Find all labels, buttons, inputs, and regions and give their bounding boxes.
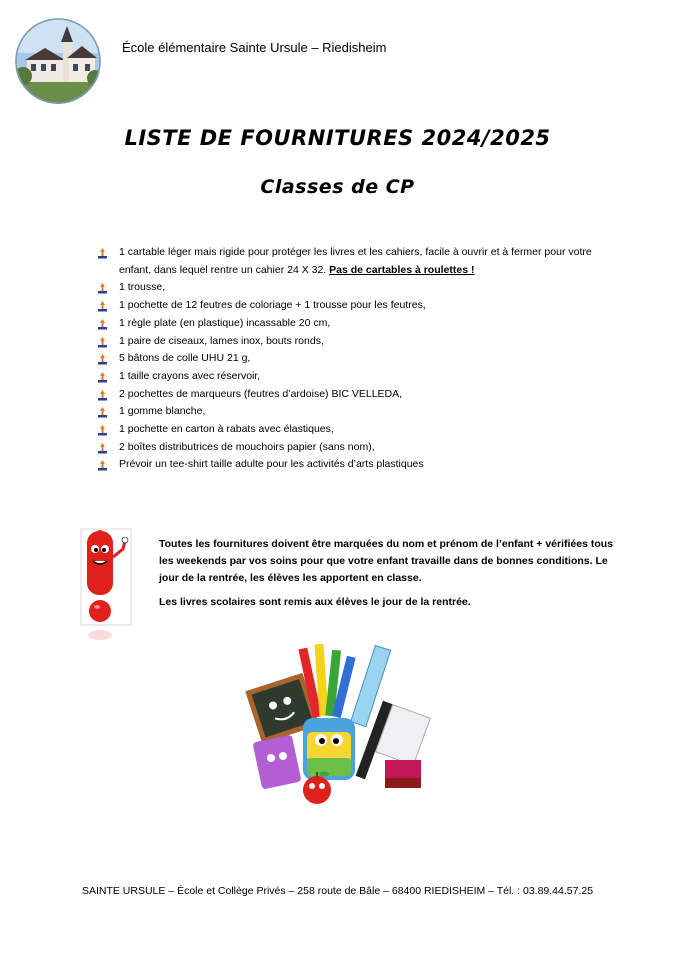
list-item-text: 5 bâtons de colle UHU 21 g, — [119, 352, 251, 365]
school-supplies-illustration — [245, 640, 435, 815]
list-item-text: 1 cartable léger mais rigide pour protéger les livres et les cahiers, facile à ouvrir et à fermer pour votre enfant, dans lequel rentre un cahier 24 X 32. — [119, 246, 592, 276]
list-item-text: 1 taille crayons avec réservoir, — [119, 369, 261, 382]
list-item-text: Prévoir un tee-shirt taille adulte pour les activités d’arts plastiques — [119, 458, 424, 471]
arrow-bullet-icon — [97, 337, 108, 348]
list-item — [97, 333, 617, 351]
list-item-text: 1 règle plate (en plastique) incassable 20 cm, — [119, 316, 331, 329]
notice-paragraph: Les livres scolaires sont remis aux élèves le jour de la rentrée. — [159, 596, 471, 609]
list-item-text: 1 trousse, — [119, 281, 166, 294]
list-item — [97, 456, 617, 474]
arrow-bullet-icon — [97, 301, 108, 312]
arrow-bullet-icon — [97, 354, 108, 365]
arrow-bullet-icon — [97, 407, 108, 418]
list-item-text: 1 pochette en carton à rabats avec élastiques, — [119, 423, 334, 436]
arrow-bullet-icon — [97, 443, 108, 454]
list-item — [97, 368, 617, 386]
page-title: LISTE DE FOURNITURES 2024/2025 — [124, 126, 551, 150]
list-item — [97, 244, 617, 279]
list-item-text: 2 boîtes distributrices de mouchoirs papier (sans nom), — [119, 440, 375, 453]
arrow-bullet-icon — [97, 283, 108, 294]
arrow-bullet-icon — [97, 319, 108, 330]
list-item-emphasis: Pas de cartables à roulettes ! — [329, 263, 475, 276]
arrow-bullet-icon — [97, 425, 108, 436]
list-item — [97, 403, 617, 421]
notice-paragraph: Toutes les fournitures doivent être marquées du nom et prénom de l’enfant + vérifiées tous les weekends par vos soins pour que votre enfant travaille dans de bonnes conditions. Le jour de la rentrée, les élèves les apportent en classe. — [159, 538, 614, 584]
page-subtitle: Classes de CP — [260, 176, 415, 198]
list-item — [97, 439, 617, 457]
list-item — [97, 297, 617, 315]
arrow-bullet-icon — [97, 248, 108, 259]
school-name: École élémentaire Sainte Ursule – Riedisheim — [122, 40, 387, 55]
arrow-bullet-icon — [97, 460, 108, 471]
list-item-text: 1 gomme blanche, — [119, 405, 206, 418]
list-item-text: 1 pochette de 12 feutres de coloriage + 1 trousse pour les feutres, — [119, 299, 426, 312]
exclamation-mascot-icon — [79, 527, 137, 647]
arrow-bullet-icon — [97, 372, 108, 383]
supplies-list — [97, 244, 617, 474]
school-logo — [15, 18, 101, 104]
arrow-bullet-icon — [97, 390, 108, 401]
list-item-text: 2 pochettes de marqueurs (feutres d’ardoise) BIC VELLEDA, — [119, 387, 403, 400]
list-item-text: 1 paire de ciseaux, lames inox, bouts ronds, — [119, 334, 324, 347]
list-item — [97, 279, 617, 297]
notice-box — [159, 536, 619, 619]
list-item — [97, 315, 617, 333]
page-footer: SAINTE URSULE – École et Collège Privés – 258 route de Bâle – 68400 RIEDISHEIM – Tél. : 03.89.44.57.25 — [81, 885, 594, 897]
list-item — [97, 350, 617, 368]
list-item — [97, 421, 617, 439]
list-item — [97, 386, 617, 404]
